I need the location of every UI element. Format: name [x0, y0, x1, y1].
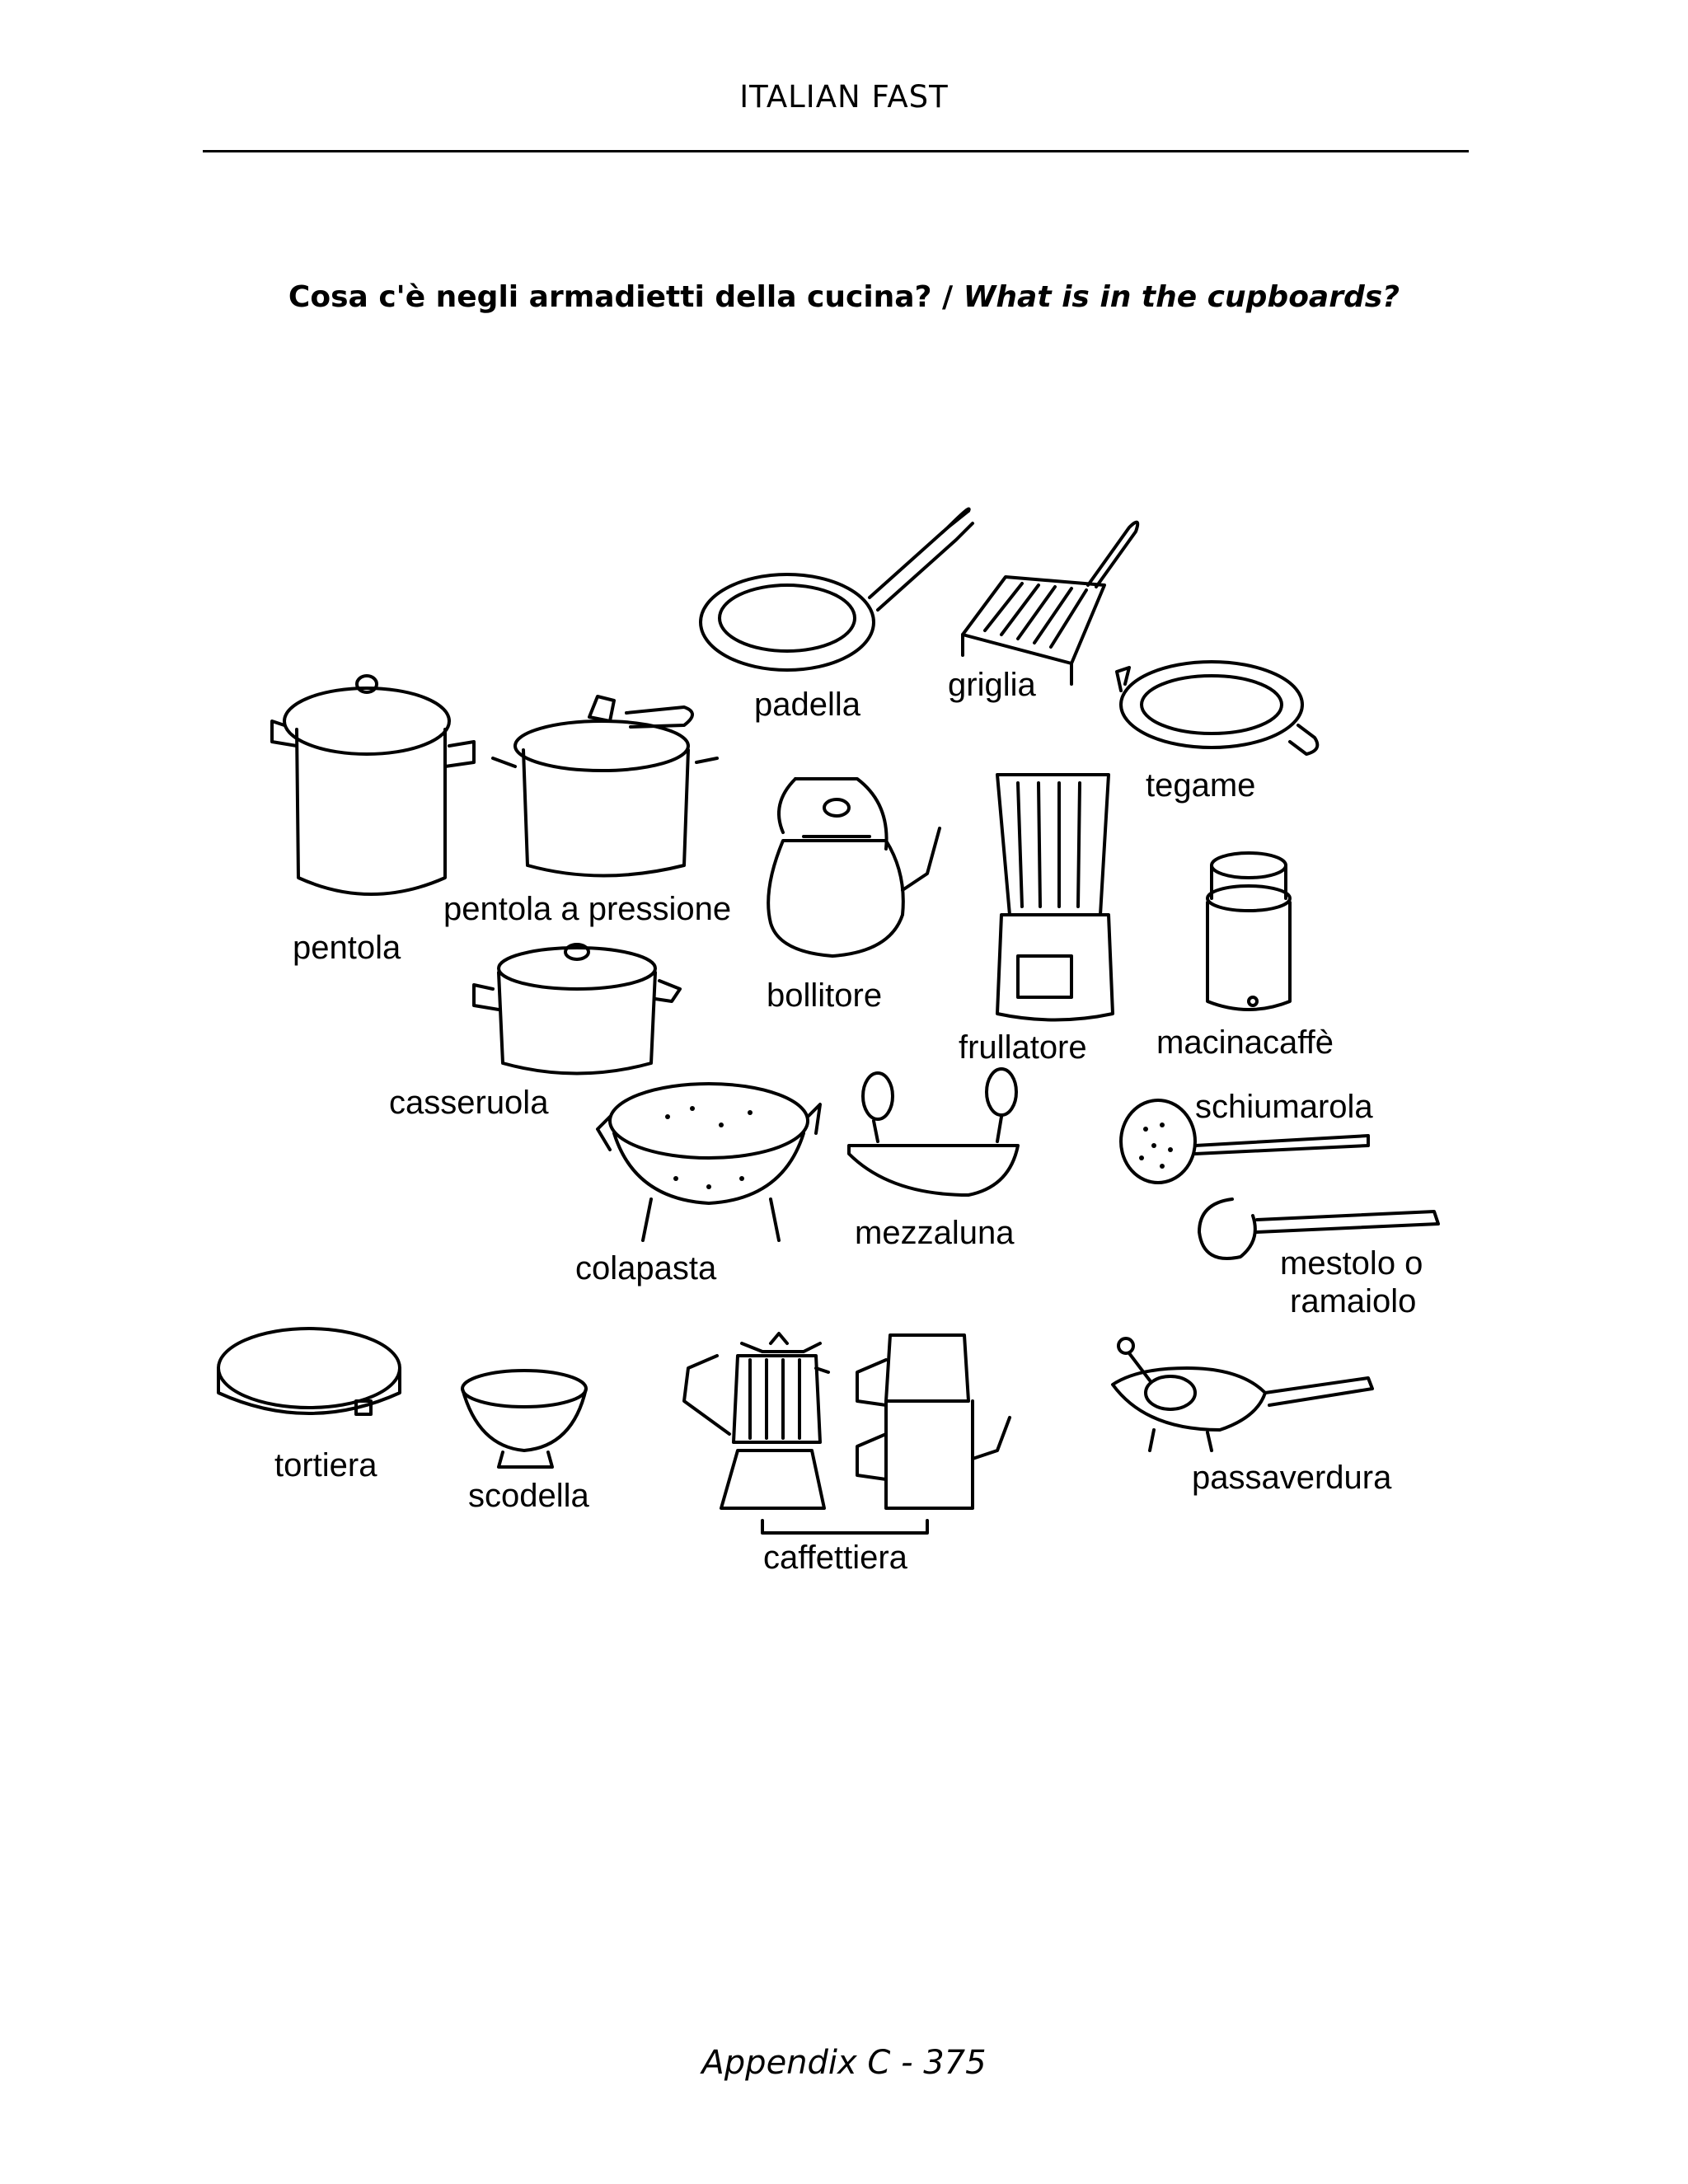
label-tortiera: tortiera [274, 1447, 377, 1483]
label-casseruola: casseruola [389, 1085, 549, 1121]
mezzaluna-illustration [849, 1069, 1018, 1195]
colapasta-illustration [598, 1084, 820, 1240]
macinacaffe-illustration [1207, 853, 1290, 1010]
scodella-illustration [462, 1371, 586, 1467]
caffettiera-moka-illustration [684, 1333, 828, 1508]
label-pentola-a-pressione: pentola a pressione [443, 891, 732, 927]
label-mezzaluna: mezzaluna [855, 1215, 1015, 1251]
label-caffettiera: caffettiera [763, 1540, 907, 1576]
label-passaverdura: passaverdura [1192, 1460, 1392, 1496]
label-tegame: tegame [1146, 767, 1256, 804]
label-mestolo-line2: ramaiolo [1290, 1283, 1417, 1319]
label-macinacaffe: macinacaffè [1156, 1024, 1334, 1061]
page-footer: Appendix C - 375 [701, 2044, 987, 2082]
frullatore-illustration [997, 775, 1113, 1020]
bollitore-illustration [768, 779, 940, 956]
tegame-illustration [1117, 662, 1317, 754]
padella-illustration [701, 509, 973, 671]
section-title-english: What is in the cupboards? [963, 280, 1400, 314]
label-pentola: pentola [293, 930, 401, 966]
label-frullatore: frullatore [959, 1029, 1087, 1066]
section-title-italian: Cosa c'è negli armadietti della cucina? / [288, 280, 954, 314]
running-header: ITALIAN FAST [739, 79, 949, 115]
label-colapasta: colapasta [575, 1250, 717, 1286]
tortiera-illustration [218, 1329, 400, 1414]
label-scodella: scodella [468, 1478, 589, 1514]
caffettiera-napoletana-illustration [857, 1335, 1010, 1508]
pentola-a-pressione-illustration [493, 696, 717, 876]
passaverdura-illustration [1113, 1338, 1372, 1451]
label-griglia: griglia [948, 667, 1036, 703]
casseruola-illustration [474, 944, 680, 1074]
griglia-illustration [963, 523, 1137, 684]
pentola-illustration [272, 676, 474, 894]
caffettiera-bracket [762, 1521, 927, 1533]
label-mestolo-line1: mestolo o [1280, 1245, 1423, 1282]
label-schiumarola: schiumarola [1195, 1089, 1373, 1125]
label-bollitore: bollitore [767, 977, 883, 1014]
label-padella: padella [754, 687, 861, 723]
